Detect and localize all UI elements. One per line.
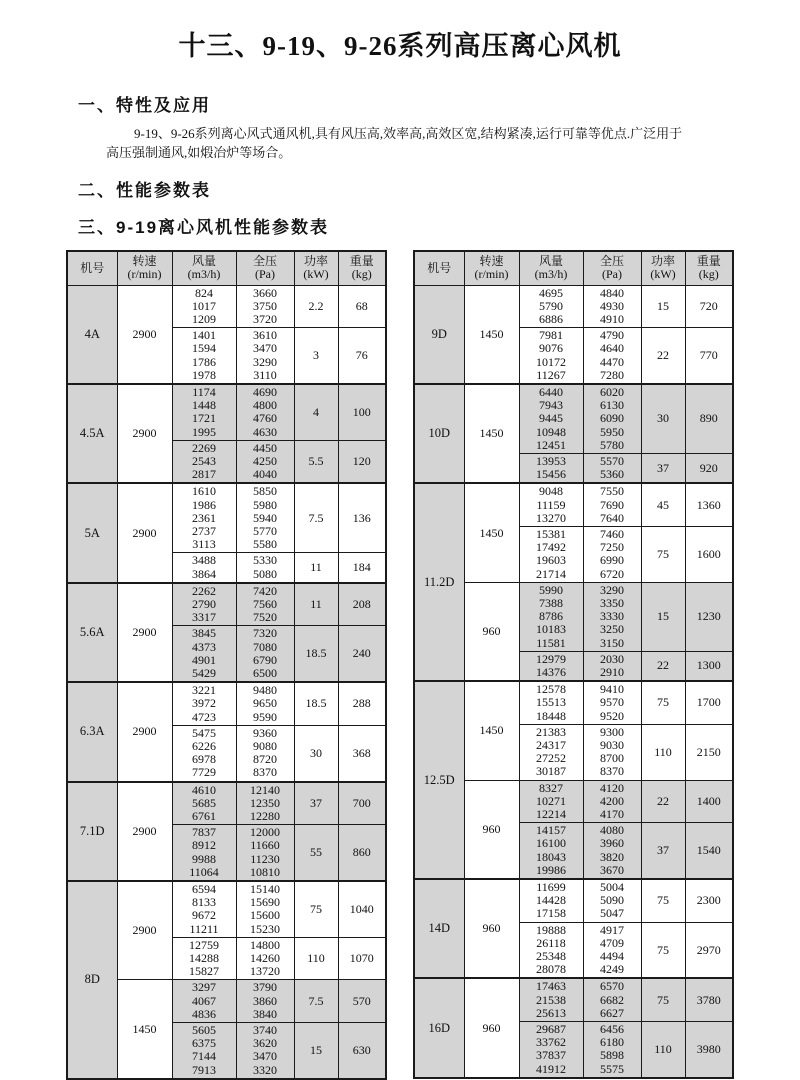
weight-cell: 136: [338, 483, 386, 553]
weight-cell: 1040: [338, 881, 386, 937]
pressure-values-cell: 9300 9030 8700 8370: [583, 724, 641, 780]
power-cell: 30: [641, 384, 685, 454]
pressure-values-cell: 2030 2910: [583, 651, 641, 681]
flow-values-cell: 8327 10271 12214: [519, 780, 583, 823]
pressure-values-cell: 3290 3350 3330 3250 3150: [583, 582, 641, 651]
flow-values-cell: 7981 9076 10172 11267: [519, 328, 583, 384]
power-cell: 15: [641, 582, 685, 651]
power-cell: 30: [294, 725, 338, 781]
pressure-values-cell: 6570 6682 6627: [583, 978, 641, 1021]
model-number-cell: 4.5A: [67, 384, 117, 483]
header-row: [67, 251, 386, 285]
speed-cell: 2900: [117, 483, 172, 582]
pressure-values-cell: 9410 9570 9520: [583, 681, 641, 724]
weight-cell: 570: [338, 980, 386, 1023]
table-row: [67, 782, 386, 825]
speed-cell: 2900: [117, 285, 172, 384]
flow-values-cell: 4610 5685 6761: [172, 782, 236, 825]
flow-values-cell: 12759 14288 15827: [172, 937, 236, 980]
flow-values-cell: 4695 5790 6886: [519, 285, 583, 328]
power-cell: 15: [641, 285, 685, 328]
power-cell: 37: [641, 453, 685, 483]
power-cell: 110: [641, 724, 685, 780]
flow-values-cell: 5605 6375 7144 7913: [172, 1023, 236, 1079]
flow-values-cell: 12578 15513 18448: [519, 681, 583, 724]
power-cell: 11: [294, 553, 338, 583]
performance-table-left: [66, 250, 387, 1080]
flow-values-cell: 9048 11159 13270: [519, 483, 583, 526]
flow-values-cell: 1401 1594 1786 1978: [172, 328, 236, 384]
model-number-cell: 11.2D: [414, 483, 464, 681]
flow-values-cell: 6440 7943 9445 10948 12451: [519, 384, 583, 454]
power-cell: 45: [641, 483, 685, 526]
pressure-values-cell: 15140 15690 15600 15230: [236, 881, 294, 937]
model-number-cell: 4A: [67, 285, 117, 384]
features-paragraph: 9-19、9-26系列离心风式通风机,具有风压高,效率高,高效区宽,结构紧凑,运行可靠等优点.广泛用于高压强制通风,如煅冶炉等场合。: [106, 126, 683, 160]
column-header-weight: 重量 (kg): [685, 251, 733, 285]
column-header-pressure: 全压 (Pa): [236, 251, 294, 285]
power-cell: 55: [294, 825, 338, 881]
speed-cell: 1450: [464, 285, 519, 384]
tables-container: [66, 250, 800, 1080]
pressure-values-cell: 4790 4640 4470 7280: [583, 328, 641, 384]
model-number-cell: 12.5D: [414, 681, 464, 879]
model-number-cell: 5.6A: [67, 583, 117, 682]
pressure-values-cell: 6456 6180 5898 5575: [583, 1022, 641, 1078]
flow-values-cell: 14157 16100 18043 19986: [519, 823, 583, 879]
model-number-cell: 16D: [414, 978, 464, 1077]
power-cell: 18.5: [294, 626, 338, 682]
column-header-power: 功率 (kW): [294, 251, 338, 285]
pressure-values-cell: 14800 14260 13720: [236, 937, 294, 980]
table-row: [414, 978, 733, 1021]
table-row: [67, 583, 386, 626]
table-row: [414, 681, 733, 724]
section-heading-9-19-table: 三、9-19离心风机性能参数表: [78, 218, 330, 237]
flow-values-cell: 19888 26118 25348 28078: [519, 922, 583, 978]
power-cell: 7.5: [294, 980, 338, 1023]
power-cell: 7.5: [294, 483, 338, 553]
weight-cell: 1300: [685, 651, 733, 681]
pressure-values-cell: 3660 3750 3720: [236, 285, 294, 328]
weight-cell: 368: [338, 725, 386, 781]
flow-values-cell: 5990 7388 8786 10183 11581: [519, 582, 583, 651]
model-number-cell: 14D: [414, 879, 464, 978]
pressure-values-cell: 5570 5360: [583, 453, 641, 483]
power-cell: 2.2: [294, 285, 338, 328]
flow-values-cell: 11699 14428 17158: [519, 879, 583, 922]
weight-cell: 1400: [685, 780, 733, 823]
column-header-model: 机号: [67, 251, 117, 285]
flow-values-cell: 3845 4373 4901 5429: [172, 626, 236, 682]
flow-values-cell: 21383 24317 27252 30187: [519, 724, 583, 780]
flow-values-cell: 6594 8133 9672 11211: [172, 881, 236, 937]
model-number-cell: 10D: [414, 384, 464, 483]
weight-cell: 920: [685, 453, 733, 483]
flow-values-cell: 2262 2790 3317: [172, 583, 236, 626]
power-cell: 75: [641, 922, 685, 978]
flow-values-cell: 7837 8912 9988 11064: [172, 825, 236, 881]
power-cell: 75: [294, 881, 338, 937]
pressure-values-cell: 7550 7690 7640: [583, 483, 641, 526]
section-heading-performance: 二、性能参数表: [78, 181, 211, 200]
weight-cell: 700: [338, 782, 386, 825]
power-cell: 75: [641, 879, 685, 922]
speed-cell: 1450: [464, 483, 519, 582]
speed-cell: 2900: [117, 782, 172, 881]
power-cell: 110: [641, 1022, 685, 1078]
flow-values-cell: 824 1017 1209: [172, 285, 236, 328]
speed-cell: 960: [464, 978, 519, 1077]
power-cell: 75: [641, 526, 685, 582]
weight-cell: 1700: [685, 681, 733, 724]
model-number-cell: 6.3A: [67, 682, 117, 781]
pressure-values-cell: 3790 3860 3840: [236, 980, 294, 1023]
column-header-power: 功率 (kW): [641, 251, 685, 285]
table-row: [414, 285, 733, 328]
pressure-values-cell: 4120 4200 4170: [583, 780, 641, 823]
power-cell: 22: [641, 328, 685, 384]
power-cell: 75: [641, 978, 685, 1021]
power-cell: 18.5: [294, 682, 338, 725]
speed-cell: 960: [464, 582, 519, 681]
power-cell: 5.5: [294, 440, 338, 483]
table-row: [414, 879, 733, 922]
flow-values-cell: 1174 1448 1721 1995: [172, 384, 236, 440]
speed-cell: 2900: [117, 881, 172, 980]
model-number-cell: 9D: [414, 285, 464, 384]
weight-cell: 860: [338, 825, 386, 881]
table-row: [67, 285, 386, 328]
table-row: [414, 384, 733, 454]
weight-cell: 184: [338, 553, 386, 583]
weight-cell: 1600: [685, 526, 733, 582]
model-number-cell: 8D: [67, 881, 117, 1079]
column-header-flow: 风量 (m3/h): [519, 251, 583, 285]
power-cell: 3: [294, 328, 338, 384]
section-heading-features: 一、特性及应用: [78, 96, 211, 115]
flow-values-cell: 29687 33762 37837 41912: [519, 1022, 583, 1078]
pressure-values-cell: 7320 7080 6790 6500: [236, 626, 294, 682]
pressure-values-cell: 4917 4709 4494 4249: [583, 922, 641, 978]
power-cell: 11: [294, 583, 338, 626]
pressure-values-cell: 3740 3620 3470 3320: [236, 1023, 294, 1079]
weight-cell: 2150: [685, 724, 733, 780]
page-title: 十三、9-19、9-26系列高压离心风机: [178, 31, 622, 61]
table-row: [414, 483, 733, 526]
flow-values-cell: 1610 1986 2361 2737 3113: [172, 483, 236, 553]
pressure-values-cell: 4080 3960 3820 3670: [583, 823, 641, 879]
weight-cell: 630: [338, 1023, 386, 1079]
power-cell: 75: [641, 681, 685, 724]
model-number-cell: 7.1D: [67, 782, 117, 881]
column-header-speed: 转速 (r/min): [117, 251, 172, 285]
table-row: [67, 483, 386, 553]
pressure-values-cell: 9360 9080 8720 8370: [236, 725, 294, 781]
weight-cell: 68: [338, 285, 386, 328]
weight-cell: 770: [685, 328, 733, 384]
power-cell: 22: [641, 780, 685, 823]
speed-cell: 1450: [464, 384, 519, 483]
speed-cell: 2900: [117, 682, 172, 781]
flow-values-cell: 3297 4067 4836: [172, 980, 236, 1023]
weight-cell: 3780: [685, 978, 733, 1021]
power-cell: 37: [294, 782, 338, 825]
performance-table-right: [413, 250, 734, 1079]
table-row: [67, 881, 386, 937]
weight-cell: 890: [685, 384, 733, 454]
pressure-values-cell: 7460 7250 6990 6720: [583, 526, 641, 582]
model-number-cell: 5A: [67, 483, 117, 582]
header-row: [414, 251, 733, 285]
column-header-model: 机号: [414, 251, 464, 285]
column-header-flow: 风量 (m3/h): [172, 251, 236, 285]
pressure-values-cell: 5004 5090 5047: [583, 879, 641, 922]
pressure-values-cell: 4450 4250 4040: [236, 440, 294, 483]
speed-cell: 960: [464, 780, 519, 879]
pressure-values-cell: 6020 6130 6090 5950 5780: [583, 384, 641, 454]
weight-cell: 1360: [685, 483, 733, 526]
weight-cell: 720: [685, 285, 733, 328]
power-cell: 22: [641, 651, 685, 681]
weight-cell: 240: [338, 626, 386, 682]
weight-cell: 288: [338, 682, 386, 725]
pressure-values-cell: 5330 5080: [236, 553, 294, 583]
weight-cell: 1540: [685, 823, 733, 879]
flow-values-cell: 3221 3972 4723: [172, 682, 236, 725]
speed-cell: 2900: [117, 583, 172, 682]
flow-values-cell: 15381 17492 19603 21714: [519, 526, 583, 582]
pressure-values-cell: 4690 4800 4760 4630: [236, 384, 294, 440]
column-header-weight: 重量 (kg): [338, 251, 386, 285]
pressure-values-cell: 3610 3470 3290 3110: [236, 328, 294, 384]
power-cell: 4: [294, 384, 338, 440]
weight-cell: 1230: [685, 582, 733, 651]
flow-values-cell: 12979 14376: [519, 651, 583, 681]
speed-cell: 1450: [117, 980, 172, 1079]
table-row: [67, 682, 386, 725]
speed-cell: 1450: [464, 681, 519, 780]
table-row: [67, 384, 386, 440]
pressure-values-cell: 7420 7560 7520: [236, 583, 294, 626]
weight-cell: 208: [338, 583, 386, 626]
column-header-pressure: 全压 (Pa): [583, 251, 641, 285]
flow-values-cell: 2269 2543 2817: [172, 440, 236, 483]
power-cell: 15: [294, 1023, 338, 1079]
weight-cell: 76: [338, 328, 386, 384]
power-cell: 37: [641, 823, 685, 879]
flow-values-cell: 17463 21538 25613: [519, 978, 583, 1021]
pressure-values-cell: 5850 5980 5940 5770 5580: [236, 483, 294, 553]
flow-values-cell: 13953 15456: [519, 453, 583, 483]
weight-cell: 2970: [685, 922, 733, 978]
weight-cell: 3980: [685, 1022, 733, 1078]
speed-cell: 960: [464, 879, 519, 978]
weight-cell: 120: [338, 440, 386, 483]
weight-cell: 1070: [338, 937, 386, 980]
pressure-values-cell: 12140 12350 12280: [236, 782, 294, 825]
power-cell: 110: [294, 937, 338, 980]
weight-cell: 2300: [685, 879, 733, 922]
pressure-values-cell: 9480 9650 9590: [236, 682, 294, 725]
speed-cell: 2900: [117, 384, 172, 483]
pressure-values-cell: 12000 11660 11230 10810: [236, 825, 294, 881]
column-header-speed: 转速 (r/min): [464, 251, 519, 285]
flow-values-cell: 5475 6226 6978 7729: [172, 725, 236, 781]
pressure-values-cell: 4840 4930 4910: [583, 285, 641, 328]
weight-cell: 100: [338, 384, 386, 440]
flow-values-cell: 3488 3864: [172, 553, 236, 583]
